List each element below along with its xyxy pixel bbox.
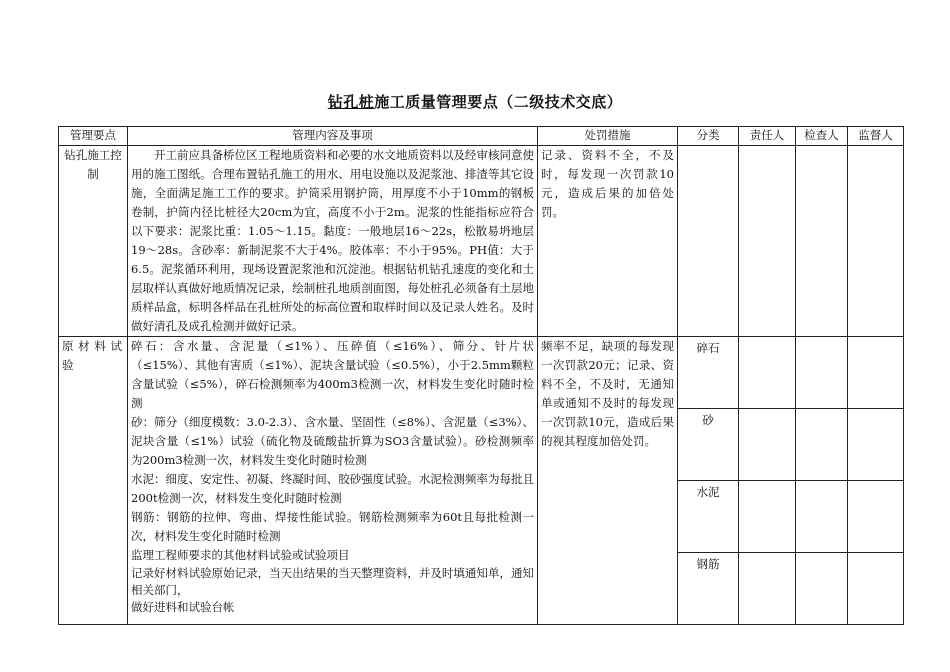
header-penalty: 处罚措施 [538, 127, 678, 146]
sand-responsible [739, 409, 796, 481]
cement-supervisor [848, 481, 904, 553]
sand-supervisor [848, 409, 904, 481]
row1-supervisor [848, 146, 904, 337]
row2-content [128, 337, 538, 625]
row1-responsible [739, 146, 796, 337]
rebar-inspector [796, 553, 848, 625]
row2-point: 原材料试验 [59, 337, 128, 625]
gravel-supervisor [848, 337, 904, 409]
category-sand: 砂 [678, 409, 739, 481]
row1-penalty: 记录、资料不全，不及时，每发现一次罚款10元，造成后果的加倍处罚。 [538, 146, 678, 337]
content-line: 做好进料和试验台帐 [131, 600, 235, 614]
header-content: 管理内容及事项 [128, 127, 538, 146]
content-line: 碎石：含水量、含泥量（≤1%）、压碎值（≤16%）、筛分、针片状（≤15%）、其他有害质（≤1%）、泥块含量试验（≤0.5%），小于2.5mm颗粒含量试验（≤5%），碎石检测频率为400m3检测一次，材料发生变化时随时检测 [131, 339, 534, 410]
row1-point: 钻孔施工控制 [59, 146, 128, 337]
category-rebar: 钢筋 [678, 553, 739, 625]
title-underlined: 钻孔桩 [327, 93, 375, 111]
row1-inspector [796, 146, 848, 337]
header-supervisor: 监督人 [848, 127, 904, 146]
title-rest: 施工质量管理要点（二级技术交底） [374, 93, 623, 111]
table-row [59, 146, 904, 337]
row1-category [678, 146, 739, 337]
table-row [59, 337, 904, 409]
cement-inspector [796, 481, 848, 553]
document-title [0, 91, 950, 112]
header-row [59, 127, 904, 146]
rebar-responsible [739, 553, 796, 625]
category-cement: 水泥 [678, 481, 739, 553]
sand-inspector [796, 409, 848, 481]
content-line: 记录好材料试验原始记录，当天出结果的当天整理资料，并及时填通知单，通知相关部门， [131, 566, 534, 597]
cement-responsible [739, 481, 796, 553]
quality-management-table [58, 126, 904, 625]
rebar-supervisor [848, 553, 904, 625]
content-line: 钢筋：钢筋的拉伸、弯曲、焊接性能试验。钢筋检测频率为60t且每批检测一次，材料发生变化时随时检测 [131, 510, 534, 543]
gravel-inspector [796, 337, 848, 409]
content-line: 砂：筛分（细度模数：3.0-2.3）、含水量、坚固性（≤8%）、含泥量（≤3%）、泥块含量（≤1%）试验（硫化物及硫酸盐折算为SO3含量试验）。砂检测频率为200m3检测一次，材料发生变化时随时检测 [131, 415, 534, 467]
header-point: 管理要点 [59, 127, 128, 146]
header-inspector: 检查人 [796, 127, 848, 146]
header-responsible: 责任人 [739, 127, 796, 146]
row1-content: 开工前应具备桥位区工程地质资料和必要的水文地质资料以及经审核同意使用的施工图纸。合理布置钻孔施工的用水、用电设施以及泥浆池、排渣等其它设施，全面满足施工工作的要求。护筒采用钢护筒，用厚度不小于10mm的钢板卷制，护筒内径比桩径大20cm为宜，高度不小于2m。泥浆的性能指标应符合以下要求：泥浆比重：1.05～1.15。黏度：一般地层16～22s，松散易坍地层19～28s。含砂率：新制泥浆不大于4%。胶体率：不小于95%。PH值：大于6.5。泥浆循环利用，现场设置泥浆池和沉淀池。根据钻机钻孔速度的变化和土层取样认真做好地质情况记录，绘制桩孔地质剖面图，每处桩孔必须备有土层地质样品盒，标明各样品在孔桩所处的标高位置和取样时间以及记录人姓名。及时做好清孔及成孔检测并做好记录。 [128, 146, 538, 337]
gravel-responsible [739, 337, 796, 409]
header-category: 分类 [678, 127, 739, 146]
row2-penalty: 频率不足，缺项的每发现一次罚款20元；记录、资料不全，不及时，无通知单或通知不及时的每发现一次罚款10元，造成后果的视其程度加倍处罚。 [538, 337, 678, 625]
content-line: 水泥：细度、安定性、初凝、终凝时间、胶砂强度试验。水泥检测频率为每批且200t检测一次，材料发生变化时随时检测 [131, 472, 534, 505]
content-line: 监理工程师要求的其他材料试验或试验项目 [131, 548, 350, 562]
category-gravel: 碎石 [678, 337, 739, 409]
